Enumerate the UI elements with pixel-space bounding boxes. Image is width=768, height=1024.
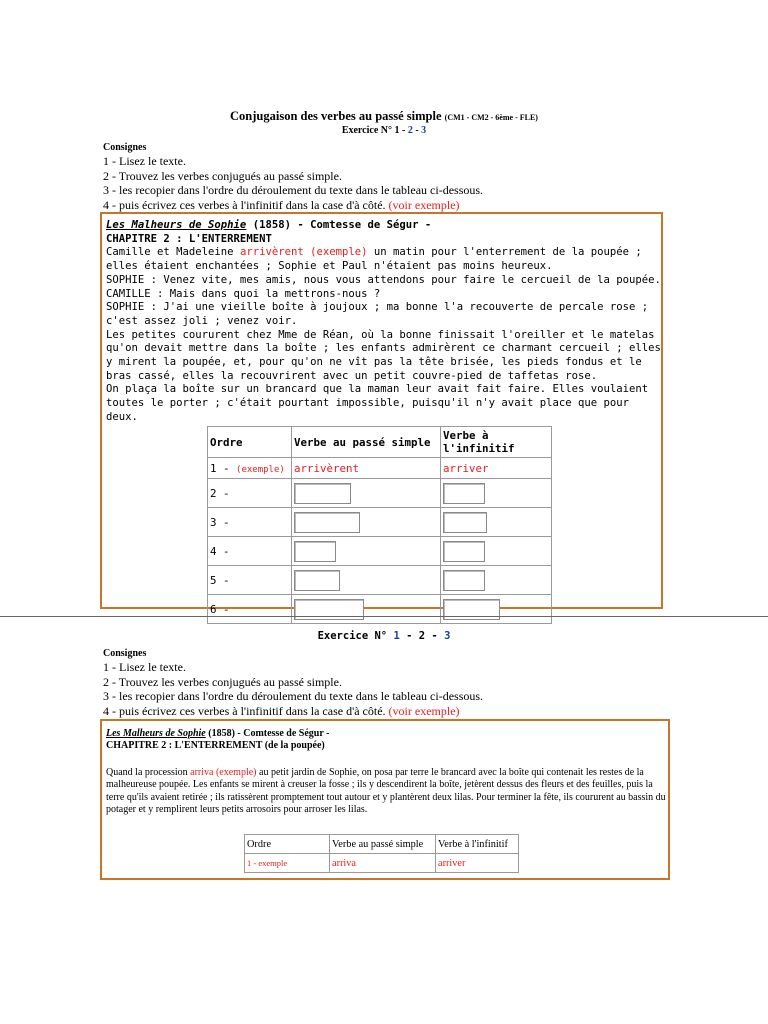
table-row — [208, 595, 552, 624]
voir-exemple-link[interactable]: (voir exemple) — [388, 703, 460, 718]
consigne-item: 1 - Lisez le texte. — [103, 154, 186, 168]
exercise-label: Exercice N° — [317, 630, 388, 642]
row-ordre: 5 - — [208, 566, 292, 595]
consigne-item: 3 - les recopier dans l'ordre du déroulement du texte dans le tableau ci-dessous. — [103, 689, 484, 704]
chapter-heading: CHAPITRE 2 : L'ENTERREMENT (de la poupée) — [106, 740, 325, 752]
title-text: Conjugaison des verbes au passé simple — [230, 109, 442, 123]
consigne-item: 1 - Lisez le texte. — [103, 660, 186, 674]
exercise-nav-2 — [0, 630, 768, 642]
story-text-2 — [106, 728, 666, 816]
col-header-ordre: Ordre — [245, 835, 330, 854]
col-header-infinitif: Verbe à l'infinitif — [436, 835, 519, 854]
consignes-2 — [103, 647, 483, 718]
row-ordre: 6 - — [208, 595, 292, 624]
book-title: Les Malheurs de Sophie — [106, 728, 206, 739]
paragraph: Camille et Madeleine arrivèrent (exemple) un matin pour l'enterrement de la poupée ; elles étaient enchantées ; Sophie et Paul n'étaient pas moins heureux. — [106, 246, 642, 273]
infinitive-input[interactable] — [443, 512, 487, 533]
table-row — [208, 508, 552, 537]
col-header-infinitif: Verbe à l'infinitif — [441, 427, 552, 458]
example-verb-cell: arriva — [330, 854, 436, 873]
exercise-label: Exercice N° 1 - — [341, 125, 406, 136]
row-ordre: 1 - exemple — [245, 854, 330, 873]
table-row — [208, 537, 552, 566]
answer-table-1 — [207, 426, 552, 624]
infinitive-input[interactable] — [443, 541, 485, 562]
exercise-current: - 2 - — [406, 630, 438, 642]
consigne-item: 4 - puis écrivez ces verbes à l'infinitif dans la case d'à côté. (voir exemple) — [103, 197, 460, 212]
example-verb: arrivèrent (exemple) — [239, 246, 368, 259]
dialogue-line: SOPHIE : J'ai une vieille boîte à joujoux ; ma bonne l'a recouverte de percale rose ; c'est assez joli ; venez voir. — [106, 301, 649, 327]
example-verb: arriva (exemple) — [190, 766, 257, 778]
verb-input[interactable] — [294, 483, 351, 504]
col-header-verbe: Verbe au passé simple — [330, 835, 436, 854]
table-row-example — [245, 854, 519, 873]
consignes-1 — [103, 141, 483, 212]
exercise-link-1[interactable]: 1 — [393, 630, 400, 642]
row-ordre: 1 - (exemple) — [208, 458, 292, 479]
consignes-heading: Consignes — [103, 142, 147, 153]
table-row — [208, 479, 552, 508]
book-meta: (1858) - Comtesse de Ségur - — [205, 728, 330, 739]
example-infinitive-cell: arriver — [436, 854, 519, 873]
example-verb-cell: arrivèrent — [292, 458, 441, 479]
table-row — [208, 566, 552, 595]
paragraph: On plaça la boîte sur un brancard que la maman leur avait fait faire. Elles voulaient toutes le porter ; c'était pourtant impossible, puisqu'il n'y avait place que pour deux. — [106, 383, 649, 423]
dialogue-line: SOPHIE : Venez vite, mes amis, nous vous attendons pour faire le cercueil de la poupée. — [106, 273, 661, 286]
exercise-link-3[interactable]: 3 — [444, 630, 451, 642]
paragraph: Quand la procession arriva (exemple) au petit jardin de Sophie, on posa par terre le brancard avec la boîte qui contenait les restes de la malheureuse poupée. Les enfants se mirent à creuser la fosse ; ils y descendirent la boîte, jetèrent dessus des fleurs et des feuilles, puis la terre qu'ils avaient retirée ; ils ratissèrent promptement tout autour et y plantèrent deux lilas. Pour terminer la fête, ils coururent au bassin du potager et y remplirent leurs petits arrosoirs pour arroser les lilas. — [106, 766, 666, 816]
row-ordre: 3 - — [208, 508, 292, 537]
col-header-verbe: Verbe au passé simple — [292, 427, 441, 458]
verb-input[interactable] — [294, 570, 340, 591]
exercise-sep: - — [415, 125, 419, 136]
dialogue-line: CAMILLE : Mais dans quoi la mettrons-nous ? — [106, 287, 381, 300]
example-tag: (exemple) — [236, 464, 285, 475]
book-meta: (1858) - Comtesse de Ségur - — [246, 219, 432, 231]
table-header-row — [245, 835, 519, 854]
consignes-heading: Consignes — [103, 648, 147, 659]
answer-table-2 — [244, 834, 519, 873]
book-title: Les Malheurs de Sophie — [106, 219, 247, 231]
infinitive-input[interactable] — [443, 570, 485, 591]
example-infinitive-cell: arriver — [441, 458, 552, 479]
verb-input[interactable] — [294, 512, 360, 533]
verb-input[interactable] — [294, 541, 336, 562]
exercise-link-3[interactable]: 3 — [421, 125, 427, 136]
paragraph: Les petites coururent chez Mme de Réan, où la bonne finissait l'oreiller et le matelas qu'on devait mettre dans la boîte ; les enfants admirèrent ce charmant cercueil ; elles y mirent la poupée, et, pour qu'on ne vît pas la tête brisée, les pieds fondus et le bras cassé, elles la recouvrirent avec un petit couvre-pied de taffetas rose. — [106, 328, 661, 382]
section-divider — [0, 616, 768, 617]
infinitive-input[interactable] — [443, 483, 485, 504]
story-text-1 — [106, 219, 661, 425]
exercise-nav-1 — [0, 125, 768, 136]
exercise-link-2[interactable]: 2 — [407, 125, 413, 136]
table-row-example — [208, 458, 552, 479]
consigne-item: 2 - Trouvez les verbes conjugués au passé simple. — [103, 674, 342, 689]
title-levels: (CM1 - CM2 - 6ème - FLE) — [444, 113, 538, 122]
consigne-item: 4 - puis écrivez ces verbes à l'infinitif dans la case d'à côté. (voir exemple) — [103, 703, 460, 718]
consigne-item: 3 - les recopier dans l'ordre du déroulement du texte dans le tableau ci-dessous. — [103, 183, 484, 198]
page-title — [0, 109, 768, 124]
col-header-ordre: Ordre — [208, 427, 292, 458]
row-ordre: 2 - — [208, 479, 292, 508]
row-ordre: 4 - — [208, 537, 292, 566]
table-header-row — [208, 427, 552, 458]
chapter-heading: CHAPITRE 2 : L'ENTERREMENT — [106, 232, 272, 245]
voir-exemple-link[interactable]: (voir exemple) — [388, 197, 460, 212]
consigne-item: 2 - Trouvez les verbes conjugués au passé simple. — [103, 168, 342, 183]
